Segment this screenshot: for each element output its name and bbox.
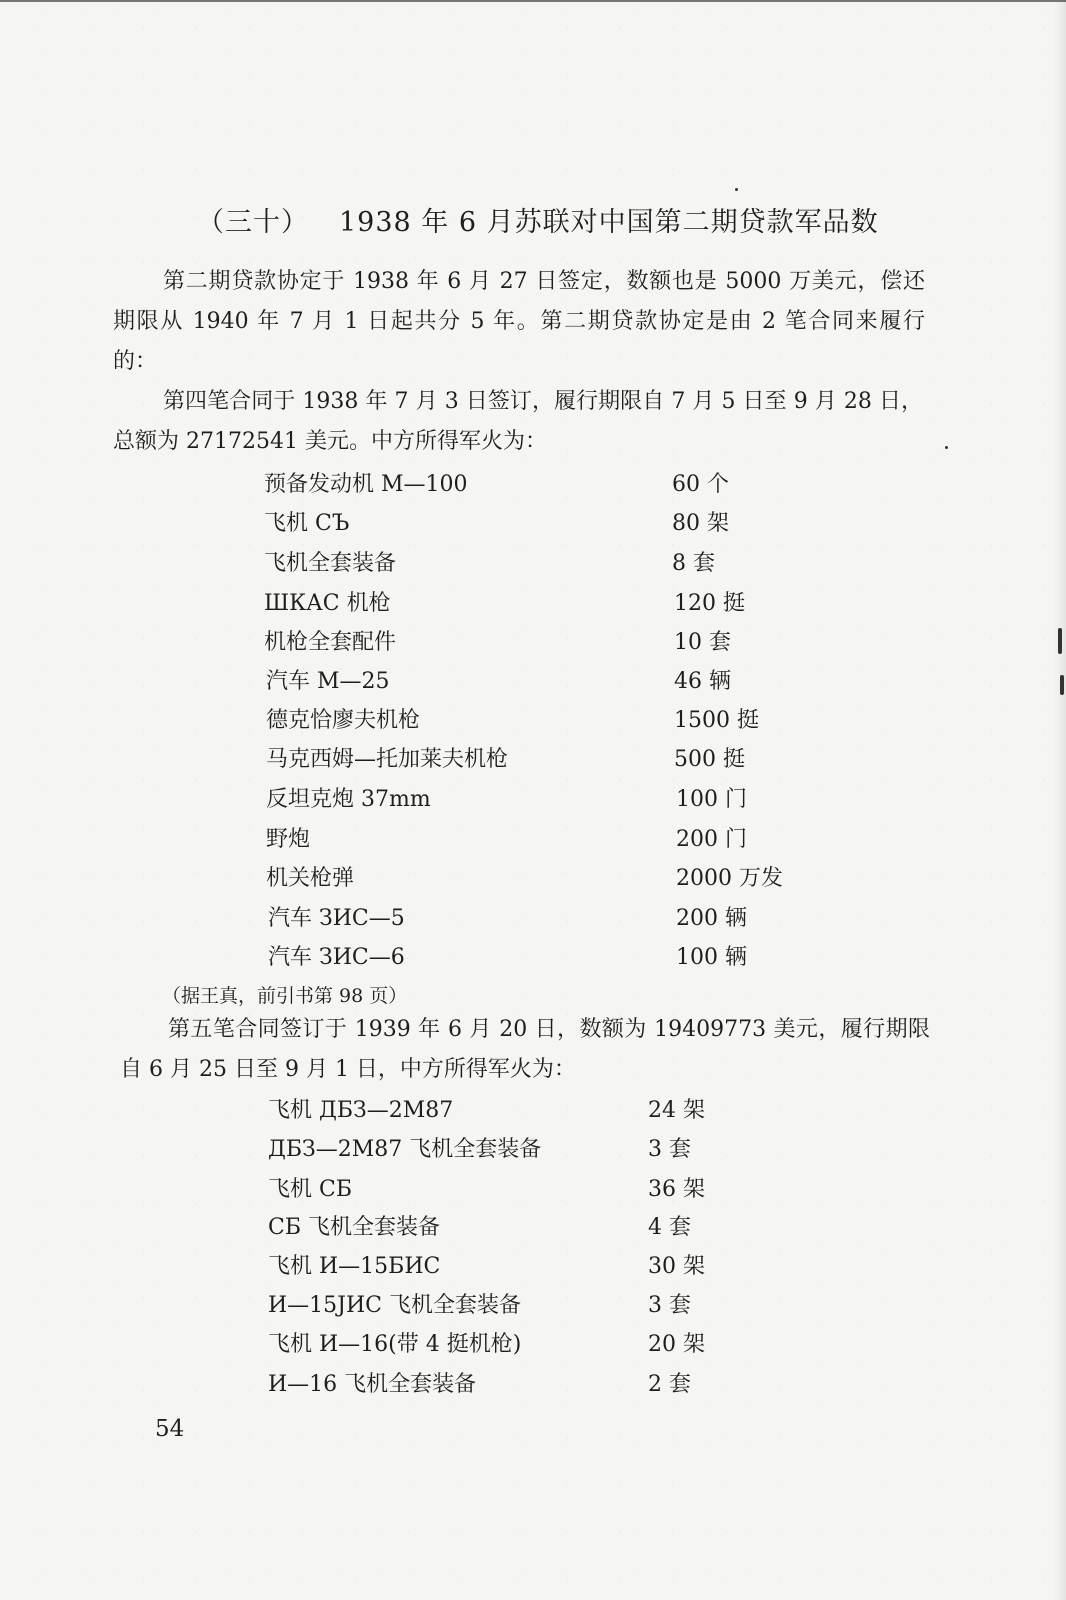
intro-line-1: 第二期贷款协定于 1938 年 6 月 27 日签定，数额也是 5000 万美元，偿还 (163, 269, 925, 294)
item-name: 飞机全套装备 (264, 551, 397, 576)
item-quantity: 20 架 (648, 1332, 705, 1357)
section-number: （三十） (197, 207, 309, 238)
right-page-shadow (1054, 0, 1066, 1600)
item-name: 飞机 И—16(带 4 挺机枪) (268, 1332, 522, 1357)
item-quantity: 100 辆 (676, 945, 747, 970)
item-name: 飞机 CЪ (264, 511, 350, 536)
item-name: CБ 飞机全套装备 (268, 1215, 440, 1240)
item-quantity: 200 门 (676, 827, 747, 852)
item-quantity: 120 挺 (674, 591, 745, 616)
item-name: 飞机 ДБЗ—2M87 (268, 1098, 454, 1123)
item-quantity: 36 架 (648, 1177, 705, 1202)
item-name: 机枪全套配件 (264, 630, 397, 655)
intro-line-3: 的： (113, 349, 158, 374)
item-quantity: 60 个 (672, 472, 729, 497)
item-quantity: 500 挺 (674, 747, 745, 772)
contract4-line-2: 总额为 27172541 美元。中方所得军火为： (113, 429, 547, 454)
item-quantity: 8 套 (672, 551, 715, 576)
item-name: 汽车 ЗИС—5 (268, 906, 405, 931)
contract5-line-1: 第五笔合同签订于 1939 年 6 月 20 日，数额为 19409773 美元，履行期限 (168, 1017, 930, 1042)
item-name: 德克恰廖夫机枪 (266, 708, 421, 733)
contract5-line-2: 自 6 月 25 日至 9 月 1 日，中方所得军火为： (120, 1057, 576, 1082)
source-citation: （据王真，前引书第 98 页） (162, 985, 408, 1007)
item-quantity: 3 套 (648, 1137, 691, 1162)
item-name: 预备发动机 M—100 (264, 472, 468, 497)
margin-mark (1058, 628, 1062, 654)
item-quantity: 1500 挺 (674, 708, 759, 733)
item-name: 野炮 (266, 827, 311, 852)
item-name: 马克西姆—托加莱夫机枪 (266, 747, 509, 772)
page-number: 54 (155, 1416, 185, 1442)
item-name: 反坦克炮 37mm (266, 787, 431, 812)
item-quantity: 24 架 (648, 1098, 705, 1123)
item-name: ШКАС 机枪 (264, 591, 391, 616)
contract4-paragraph (113, 382, 923, 462)
item-name: 机关枪弹 (266, 866, 355, 891)
item-quantity: 2000 万发 (676, 866, 783, 891)
item-quantity: 200 辆 (676, 906, 747, 931)
section-title-text: 1938 年 6 月苏联对中国第二期贷款军品数 (339, 207, 879, 238)
item-name: 飞机 CБ (268, 1177, 352, 1202)
speck (735, 188, 738, 191)
section-title (197, 200, 879, 239)
item-name: 汽车 M—25 (266, 669, 390, 694)
item-quantity: 100 门 (676, 787, 747, 812)
contract5-paragraph (120, 1010, 930, 1090)
intro-line-2: 期限从 1940 年 7 月 1 日起共分 5 年。第二期贷款协定是由 2 笔合同来履行 (113, 309, 925, 334)
top-edge-rule (0, 0, 1066, 2)
item-quantity: 2 套 (648, 1372, 691, 1397)
item-quantity: 30 架 (648, 1254, 705, 1279)
speck (945, 446, 948, 449)
margin-mark (1060, 675, 1064, 695)
item-name: 汽车 ЗИС—6 (268, 945, 405, 970)
item-name: 飞机 И—15БИС (268, 1254, 441, 1279)
item-quantity: 3 套 (648, 1293, 691, 1318)
intro-paragraph (113, 262, 925, 382)
item-name: И—15JИС 飞机全套装备 (268, 1293, 522, 1318)
item-quantity: 10 套 (674, 630, 731, 655)
item-quantity: 46 辆 (674, 669, 731, 694)
item-name: ДБЗ—2M87 飞机全套装备 (268, 1137, 542, 1162)
item-quantity: 80 架 (672, 511, 729, 536)
item-name: И—16 飞机全套装备 (268, 1372, 477, 1397)
contract4-line-1: 第四笔合同于 1938 年 7 月 3 日签订，履行期限自 7 月 5 日至 9 月 28 日， (163, 389, 923, 414)
item-quantity: 4 套 (648, 1215, 691, 1240)
